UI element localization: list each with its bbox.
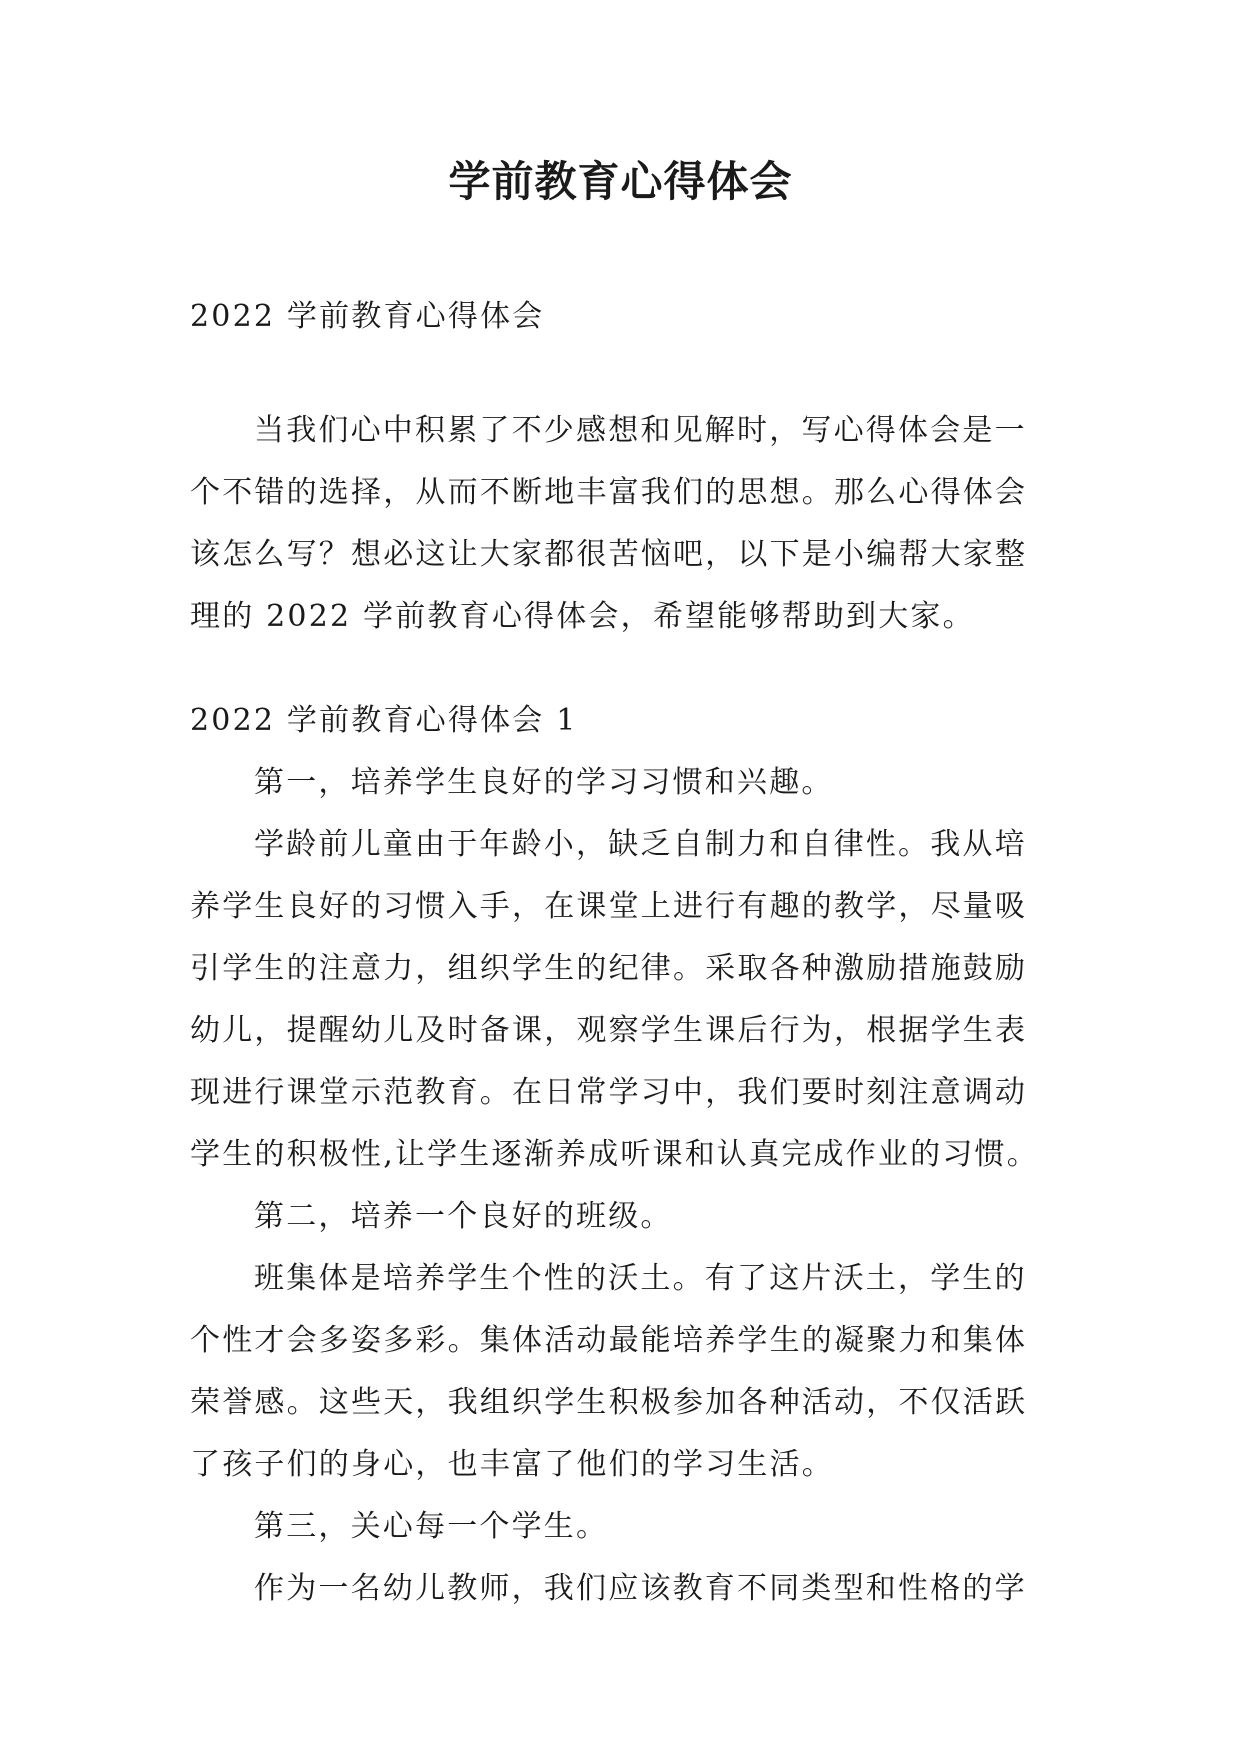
document-title: 学前教育心得体会 [448, 157, 793, 206]
subtitle-text: 2022 学前教育心得体会 [190, 299, 545, 334]
body-paragraph-3: 作为一名幼儿教师，我们应该教育不同类型和性格的学 [254, 1571, 1027, 1606]
body-paragraph-2: 班集体是培养学生个性的沃土。有了这片沃土，学生的个性才会多姿多彩。集体活动最能培养学生的凝聚力和集体荣誉感。这些天，我组织学生积极参加各种活动，不仅活跃了孩子们的身心，也丰富了他们的学习生活。 [190, 1261, 1028, 1482]
section-heading: 2022 学前教育心得体会 1 [190, 703, 578, 738]
section-1 [190, 690, 1050, 1620]
point-heading-3: 第三，关心每一个学生。 [254, 1509, 609, 1544]
body-paragraph-1: 学龄前儿童由于年龄小，缺乏自制力和自律性。我从培养学生良好的习惯入手，在课堂上进行有趣的教学，尽量吸引学生的注意力，组织学生的纪律。采取各种激励措施鼓励幼儿，提醒幼儿及时备课，观察学生课后行为，根据学生表现进行课堂示范教育。在日常学习中，我们要时刻注意调动学生的积极性,让学生逐渐养成听课和认真完成作业的习惯。 [190, 827, 1039, 1172]
intro-text: 当我们心中积累了不少感想和见解时，写心得体会是一个不错的选择，从而不断地丰富我们的思想。那么心得体会该怎么写？想必这让大家都很苦恼吧，以下是小编帮大家整理的 2022 学前教育心得体会，希望能够帮助到大家。 [190, 413, 1028, 634]
point-heading-1: 第一，培养学生良好的学习习惯和兴趣。 [254, 765, 834, 800]
document-subtitle [190, 286, 1050, 348]
intro-paragraph [190, 400, 1050, 648]
point-heading-2: 第二，培养一个良好的班级。 [254, 1199, 673, 1234]
